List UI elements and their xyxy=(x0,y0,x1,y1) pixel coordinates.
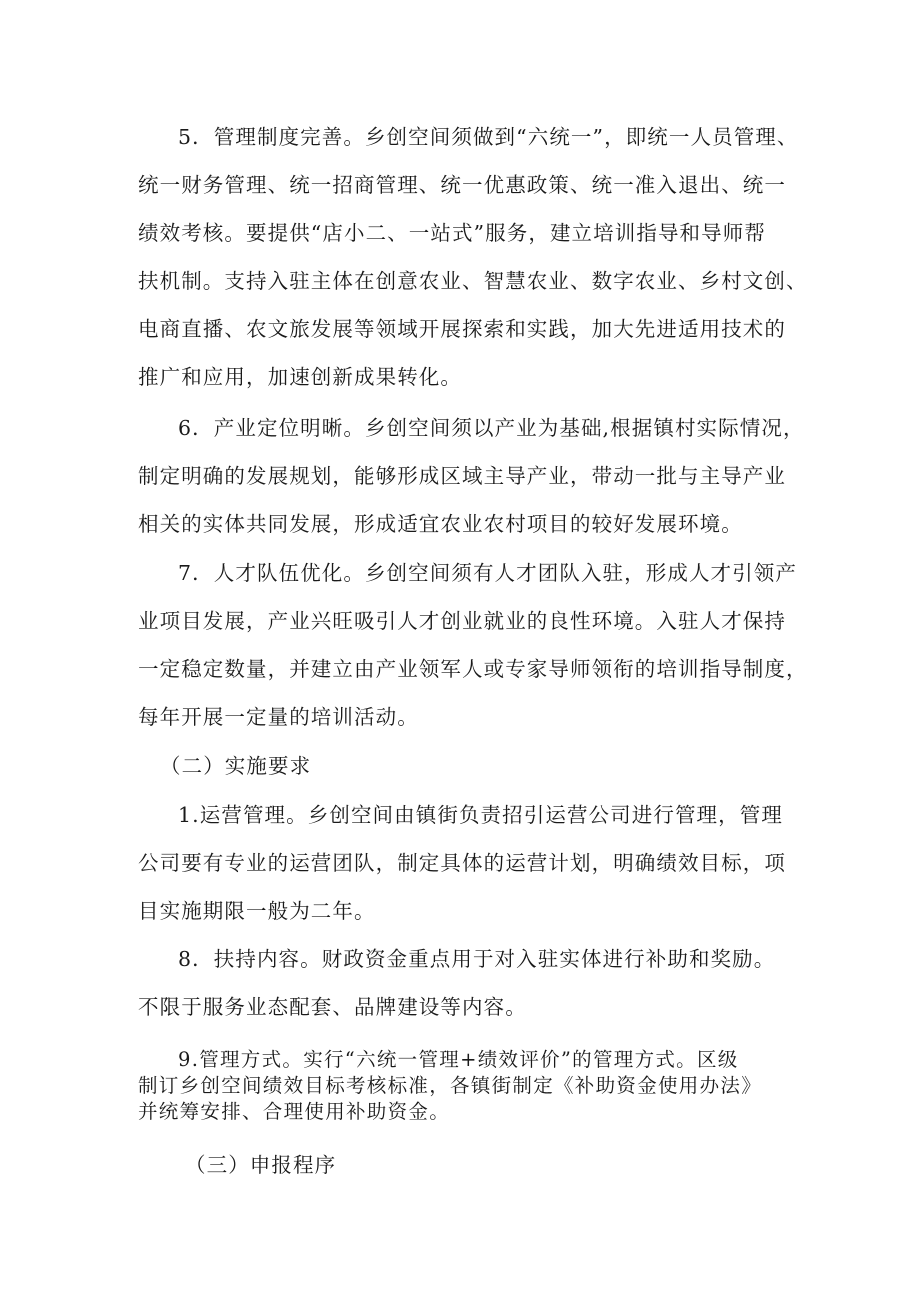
text-line: 相关的实体共同发展，形成适宜农业农村项目的较好发展环境。 xyxy=(138,512,743,536)
text-line: 5．管理制度完善。乡创空间须做到“六统一”，即统一人员管理、 xyxy=(178,125,799,149)
paragraph-management-system xyxy=(138,113,808,401)
text-line: 8．扶持内容。财政资金重点用于对入驻实体进行补助和奖励。 xyxy=(178,947,776,971)
text-line: 目实施期限一般为二年。 xyxy=(138,899,376,923)
text-line: 业项目发展，产业兴旺吸引人才创业就业的良性环境。入驻人才保持 xyxy=(138,609,786,633)
text-line: 统一财务管理、统一招商管理、统一优惠政策、统一准入退出、统一 xyxy=(138,173,786,197)
text-line: 不限于服务业态配套、品牌建设等内容。 xyxy=(138,995,527,1019)
paragraph-support-content xyxy=(138,935,775,1031)
text-line: 9.管理方式。实行“六统一管理+绩效评价”的管理方式。区级 xyxy=(178,1048,739,1071)
text-line: 每年开展一定量的培训活动。 xyxy=(138,705,419,729)
paragraph-industry-positioning xyxy=(138,404,805,548)
text-line: 电商直播、农文旅发展等领域开展探索和实践，加大先进适用技术的 xyxy=(138,317,786,341)
text-line: 6．产业定位明晰。乡创空间须以产业为基础,根据镇村实际情况， xyxy=(178,416,805,440)
text-line: 制定明确的发展规划，能够形成区域主导产业，带动一批与主导产业 xyxy=(138,464,786,488)
text-line: 一定稳定数量，并建立由产业领军人或专家导师领衔的培训指导制度， xyxy=(138,657,808,681)
text-line: 推广和应用，加速创新成果转化。 xyxy=(138,365,462,389)
paragraph-management-method xyxy=(138,1047,762,1125)
text-line: 1.运营管理。乡创空间由镇街负责招引运营公司进行管理，管理 xyxy=(178,803,783,827)
text-line: 绩效考核。要提供“店小二、一站式”服务，建立培训指导和导师帮 xyxy=(138,221,766,245)
text-line: 7．人才队伍优化。乡创空间须有人才团队入驻，形成人才引领产 xyxy=(178,561,797,585)
section-heading-implementation: （二）实施要求 xyxy=(160,754,312,778)
text-line: 制订乡创空间绩效目标考核标准，各镇街制定《补助资金使用办法》 xyxy=(138,1074,763,1097)
section-heading-application-procedure: （三）申报程序 xyxy=(185,1153,337,1177)
text-line: 公司要有专业的运营团队，制定具体的运营计划，明确绩效目标，项 xyxy=(138,851,786,875)
text-line: 扶机制。支持入驻主体在创意农业、智慧农业、数字农业、乡村文创、 xyxy=(138,269,808,293)
paragraph-talent-team xyxy=(138,549,808,741)
text-line: 并统筹安排、合理使用补助资金。 xyxy=(138,1100,451,1123)
paragraph-operation-management xyxy=(138,791,786,935)
